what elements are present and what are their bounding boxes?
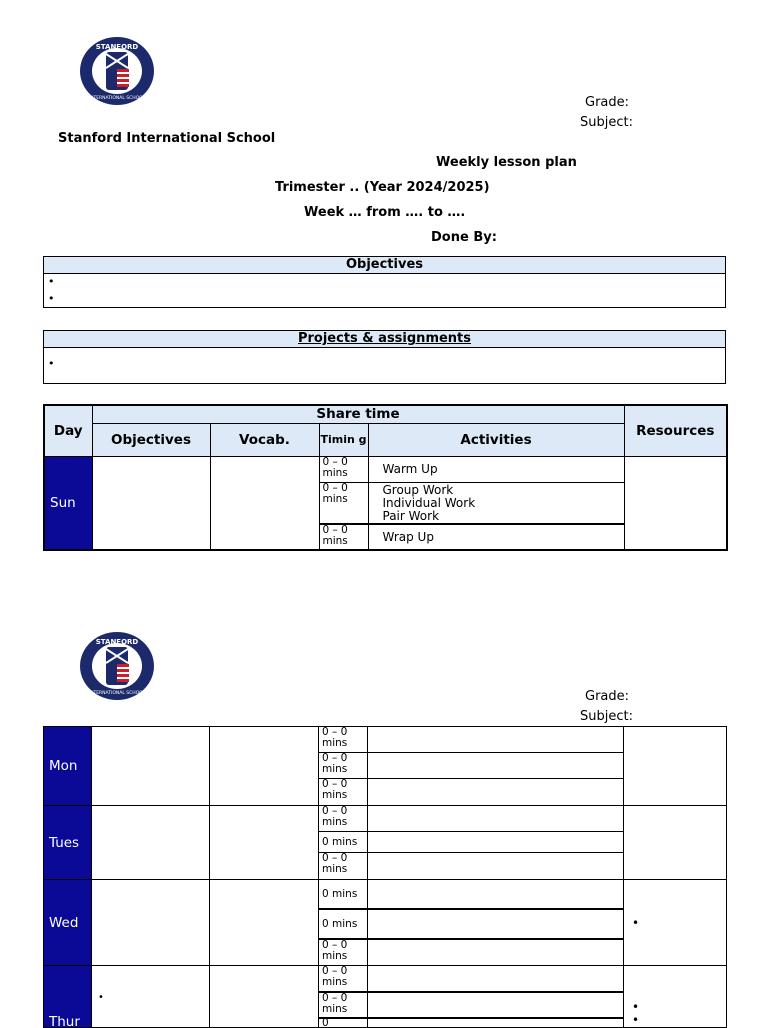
header-resources: Resources [624, 405, 727, 456]
tues-timing-3: 0 – 0 mins [319, 853, 368, 880]
wed-activity-3[interactable] [368, 939, 624, 966]
wed-timing-3: 0 – 0 mins [319, 939, 368, 966]
wed-vocab-cell[interactable] [210, 880, 319, 966]
school-logo [78, 36, 156, 106]
header-objectives: Objectives [92, 423, 210, 456]
projects-header: Projects & assignments [44, 331, 725, 348]
tues-timing-2: 0 mins [319, 832, 368, 853]
objectives-header: Objectives [44, 257, 725, 274]
mon-activity-3[interactable] [368, 779, 624, 806]
day-sun: Sun [44, 456, 92, 550]
mon-timing-3: 0 – 0 mins [319, 779, 368, 806]
tues-activity-1[interactable] [368, 806, 624, 832]
objectives-box [43, 256, 726, 308]
thur-timing-2: 0 – 0 mins [319, 992, 368, 1018]
objective-bullet: • [48, 275, 55, 288]
thur-resources-cell[interactable] [624, 966, 727, 1028]
lesson-plan-table [43, 404, 728, 551]
thur-activity-3[interactable] [368, 1018, 624, 1028]
day-wed: Wed [44, 880, 92, 966]
header-timing: Timin g [319, 423, 368, 456]
mon-timing-2: 0 – 0 mins [319, 753, 368, 779]
wed-objectives-cell[interactable] [92, 880, 210, 966]
header-vocab: Vocab. [210, 423, 319, 456]
thur-vocab-cell[interactable] [210, 966, 319, 1028]
mon-vocab-cell[interactable] [210, 727, 319, 806]
sun-activity-warmup: Warm Up [368, 456, 624, 482]
thur-activity-1[interactable] [368, 966, 624, 992]
svg-text:INTERNATIONAL SCHOOL: INTERNATIONAL SCHOOL [88, 96, 146, 101]
thur-timing-3: 0 [319, 1018, 368, 1028]
wed-resource-bullet: • [632, 915, 640, 930]
day-thur [44, 966, 92, 1028]
sun-timing-2: 0 – 0 mins [319, 482, 368, 524]
thur-objective-bullet: • [98, 992, 104, 1004]
sun-timing-3: 0 – 0 mins [319, 524, 368, 550]
sun-resources-cell[interactable] [624, 456, 727, 550]
tues-objectives-cell[interactable] [92, 806, 210, 880]
mon-resources-cell[interactable] [624, 727, 727, 806]
mon-objectives-cell[interactable] [92, 727, 210, 806]
trimester-line: Trimester .. (Year 2024/2025) [275, 180, 490, 195]
sun-activity-wrapup: Wrap Up [368, 524, 624, 550]
header-day: Day [44, 405, 92, 456]
day-thur-label: Thur [49, 1013, 80, 1027]
projects-box [43, 330, 726, 384]
mon-timing-1: 0 – 0 mins [319, 727, 368, 753]
lesson-plan-table-continued [43, 726, 727, 1028]
wed-activity-2[interactable] [368, 909, 624, 939]
sun-activity-work [368, 482, 624, 524]
week-line: Week … from …. to …. [304, 205, 466, 220]
subject-label: Subject: [580, 709, 633, 724]
sun-vocab-cell[interactable] [210, 456, 319, 550]
thur-timing-1: 0 – 0 mins [319, 966, 368, 992]
sun-objectives-cell[interactable] [92, 456, 210, 550]
tues-activity-3[interactable] [368, 853, 624, 880]
tues-vocab-cell[interactable] [210, 806, 319, 880]
svg-text:INTERNATIONAL SCHOOL: INTERNATIONAL SCHOOL [88, 691, 146, 696]
thur-resource-bullet: • [632, 1012, 640, 1027]
svg-text:STANFORD: STANFORD [95, 43, 139, 51]
header-activities: Activities [368, 423, 624, 456]
tues-activity-2[interactable] [368, 832, 624, 853]
wed-activity-1[interactable] [368, 880, 624, 909]
subject-label: Subject: [580, 115, 633, 130]
project-bullet: • [48, 357, 55, 370]
tues-resources-cell[interactable] [624, 806, 727, 880]
done-by-label: Done By: [431, 230, 497, 245]
wed-resources-cell[interactable] [624, 880, 727, 966]
thur-activity-2[interactable] [368, 992, 624, 1018]
activity-pair-work: Pair Work [382, 508, 440, 523]
plan-title: Weekly lesson plan [436, 155, 577, 170]
header-share-time: Share time [92, 405, 624, 423]
sun-timing-1: 0 – 0 mins [319, 456, 368, 482]
school-logo [78, 631, 156, 701]
day-mon: Mon [44, 727, 92, 806]
grade-label: Grade: [585, 689, 630, 704]
mon-activity-2[interactable] [368, 753, 624, 779]
mon-activity-1[interactable] [368, 727, 624, 753]
day-tues: Tues [44, 806, 92, 880]
activity-individual-work: Individual Work [382, 495, 476, 510]
tues-timing-1: 0 – 0 mins [319, 806, 368, 832]
objective-bullet: • [48, 292, 55, 305]
activity-group-work: Group Work [382, 482, 454, 497]
wed-timing-1: 0 mins [319, 880, 368, 909]
grade-label: Grade: [585, 95, 630, 110]
school-name: Stanford International School [58, 131, 276, 146]
wed-timing-2: 0 mins [319, 909, 368, 939]
thur-objectives-cell[interactable] [92, 966, 210, 1028]
svg-text:STANFORD: STANFORD [95, 638, 139, 646]
thur-resource-bullet: • [632, 999, 640, 1014]
